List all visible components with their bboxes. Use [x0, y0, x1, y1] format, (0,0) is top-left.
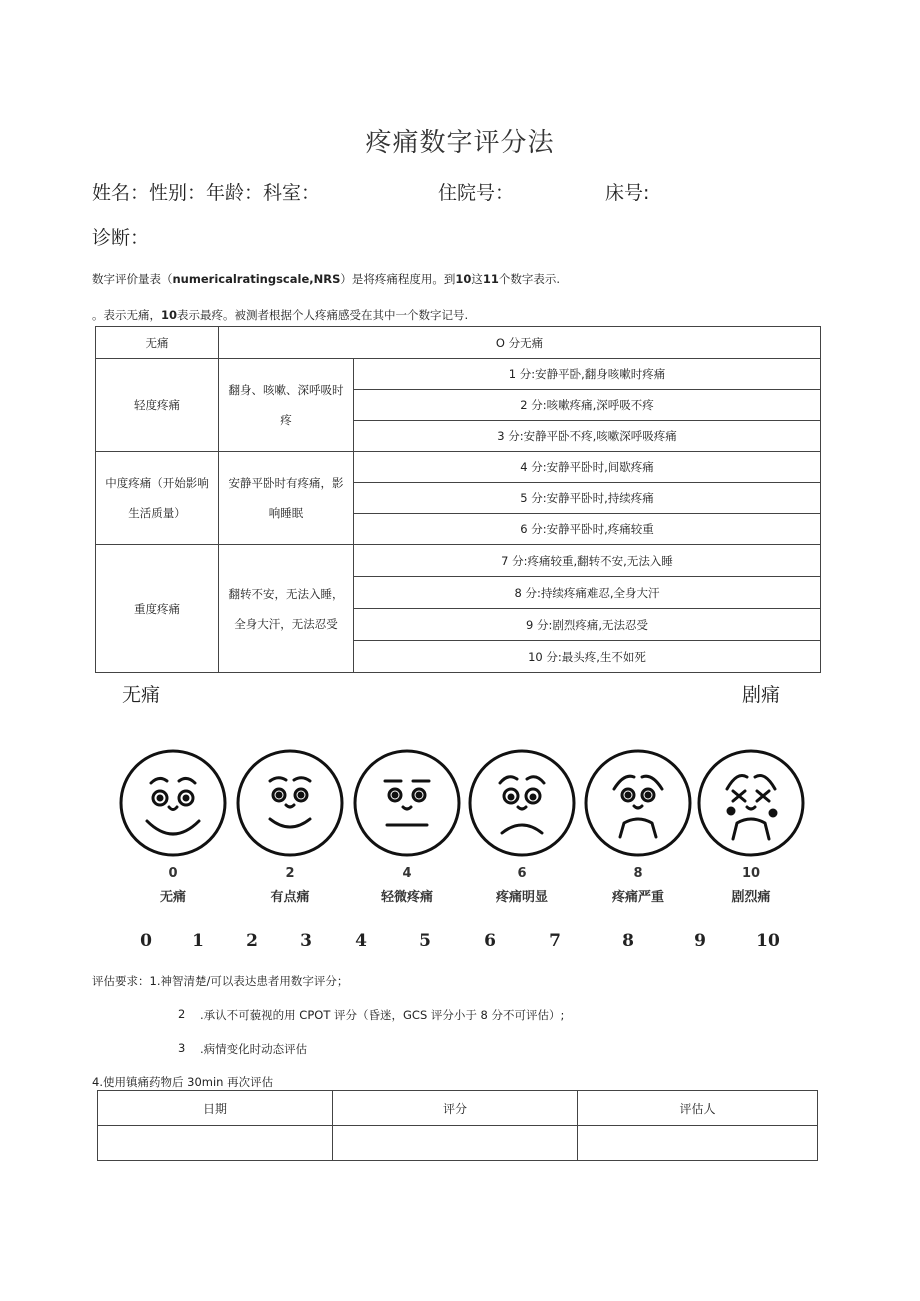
face-8-icon: [586, 751, 690, 855]
requirement-1: 评估要求：1.神智清楚/可以表达患者用数字评分；: [92, 974, 349, 988]
scale-number-8: 8: [622, 931, 634, 951]
table-row: [98, 1091, 818, 1126]
intro-text: 表示最疼。被测者根据个人疼痛感受在其中一个数字记号.: [177, 308, 469, 322]
score-4: 4 分:安静平卧时,间歇疼痛: [354, 452, 821, 483]
face-number-1: 2: [285, 866, 295, 881]
level-mild: 轻度疼痛: [96, 359, 219, 452]
scale-number-6: 6: [484, 931, 496, 951]
requirement-3: .病情变化时动态评估: [200, 1042, 308, 1056]
intro-number: 10: [455, 272, 472, 286]
intro-text: 这: [471, 272, 483, 286]
face-10-icon: [699, 751, 803, 855]
requirement-2-number: 2: [178, 1007, 186, 1021]
score-10: 10 分:最头疼,生不如死: [354, 641, 821, 673]
intro-line-1: [92, 271, 560, 287]
date-cell[interactable]: [98, 1126, 333, 1161]
face-label-2: 轻微疼痛: [380, 890, 433, 905]
scale-number-9: 9: [694, 931, 706, 951]
header-date: 日期: [98, 1091, 333, 1126]
intro-text: ）是将疼痛程度用。到: [340, 272, 456, 286]
level-severe: 重度疼痛: [96, 545, 219, 673]
face-label-3: 疼痛明显: [495, 890, 548, 905]
scale-number-5: 5: [419, 931, 431, 951]
scale-number-3: 3: [300, 931, 312, 951]
face-2-icon: [238, 751, 342, 855]
face-number-5: 10: [741, 866, 761, 881]
face-number-2: 4: [402, 866, 412, 881]
diagnosis-label: 诊断：: [92, 227, 150, 249]
face-label-0: 无痛: [159, 890, 186, 905]
bed-number-label: 床号:: [605, 182, 650, 204]
intro-text: 个数字表示.: [498, 272, 561, 286]
desc-severe: 翻转不安，无法入睡，全身大汗，无法忍受: [219, 545, 354, 673]
page-title: 疼痛数字评分法: [365, 128, 555, 158]
faces-scale-illustration: [110, 725, 810, 925]
intro-text: 数字评价量表（: [92, 272, 173, 286]
table-row: [96, 452, 821, 483]
score-7: 7 分:疼痛较重,翻转不安,无法入睡: [354, 545, 821, 577]
requirement-2: .承认不可藐视的用 CPOT 评分（昏迷，GCS 评分小于 8 分不可评估）;: [200, 1008, 565, 1022]
scale-number-10: 10: [756, 931, 780, 951]
table-row: [96, 359, 821, 390]
assessor-cell[interactable]: [578, 1126, 818, 1161]
intro-term: numericalratingscale,NRS: [172, 272, 341, 286]
score-5: 5 分:安静平卧时,持续疼痛: [354, 483, 821, 514]
faces-right-label: 剧痛: [742, 684, 781, 706]
scale-number-4: 4: [355, 931, 367, 951]
scale-number-0: 0: [140, 931, 152, 951]
intro-number: 10: [161, 308, 178, 322]
header-assessor: 评估人: [578, 1091, 818, 1126]
table-row: [96, 327, 821, 359]
score-6: 6 分:安静平卧时,疼痛较重: [354, 514, 821, 545]
face-0-icon: [121, 751, 225, 855]
table-row: [98, 1126, 818, 1161]
face-6-icon: [470, 751, 574, 855]
scale-number-7: 7: [549, 931, 561, 951]
face-number-0: 0: [168, 866, 178, 881]
header-score: 评分: [333, 1091, 578, 1126]
score-2: 2 分:咳嗽疼痛,深呼吸不疼: [354, 390, 821, 421]
face-label-5: 剧烈痛: [731, 890, 771, 905]
intro-number: 11: [482, 272, 499, 286]
faces-left-label: 无痛: [122, 684, 161, 706]
face-label-4: 疼痛严重: [611, 890, 664, 905]
evaluation-table: [97, 1090, 818, 1161]
score-1: 1 分:安静平卧,翻身咳嗽时疼痛: [354, 359, 821, 390]
scale-number-2: 2: [246, 931, 258, 951]
score-8: 8 分:持续疼痛难忍,全身大汗: [354, 577, 821, 609]
admission-number-label: 住院号：: [438, 182, 515, 204]
intro-line-2: [92, 307, 468, 323]
score-9: 9 分:剧烈疼痛,无法忍受: [354, 609, 821, 641]
face-label-1: 有点痛: [270, 890, 310, 905]
score-3: 3 分:安静平卧不疼,咳嗽深呼吸疼痛: [354, 421, 821, 452]
requirement-3-number: 3: [178, 1041, 186, 1055]
nrs-table: [95, 326, 821, 673]
intro-text: 。表示无痛，: [92, 308, 161, 322]
score-cell[interactable]: [333, 1126, 578, 1161]
desc-moderate: 安静平卧时有疼痛，影响睡眠: [219, 452, 354, 545]
table-row: [96, 545, 821, 577]
face-4-icon: [355, 751, 459, 855]
score-0: O 分无痛: [219, 327, 821, 359]
requirement-4: 4.使用镇痛药物后 30min 再次评估: [92, 1075, 274, 1089]
desc-mild: 翻身、咳嗽、深呼吸时疼: [219, 359, 354, 452]
scale-number-1: 1: [192, 931, 204, 951]
level-none: 无痛: [96, 327, 219, 359]
patient-info-fields: 姓名：性别：年龄：科室：: [92, 182, 321, 204]
level-moderate: 中度疼痛（开始影响生活质量）: [96, 452, 219, 545]
face-number-4: 8: [633, 866, 643, 881]
face-number-3: 6: [517, 866, 527, 881]
